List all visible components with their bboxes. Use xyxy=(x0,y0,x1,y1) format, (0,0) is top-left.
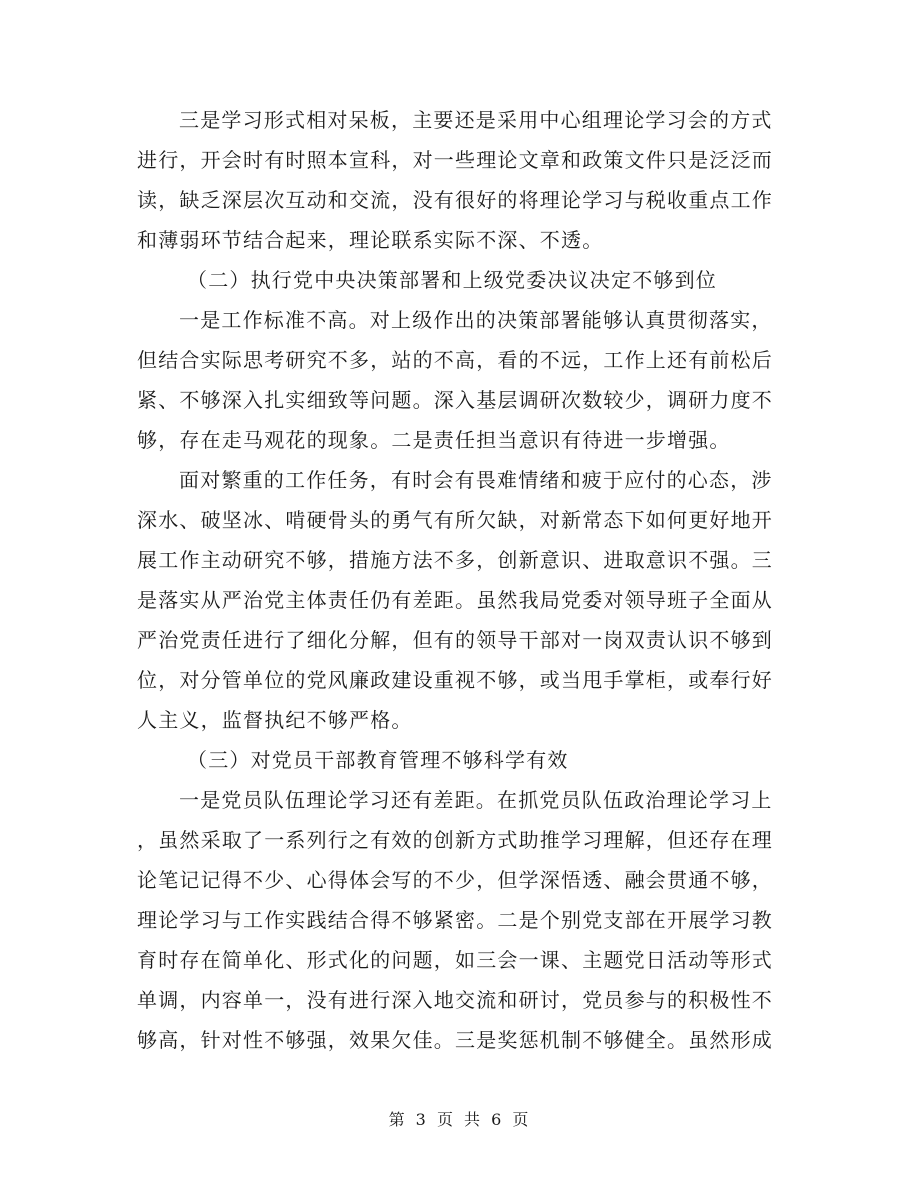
section-heading xyxy=(137,740,777,780)
text-line: 够高，针对性不够强，效果欠佳。三是奖惩机制不够健全。虽然形成 xyxy=(137,1028,773,1052)
text-line: 够，存在走马观花的现象。二是责任担当意识有待进一步增强。 xyxy=(137,428,731,452)
text-line: 面对繁重的工作任务，有时会有畏难情绪和疲于应付的心态，涉 xyxy=(179,468,773,492)
section-heading xyxy=(137,260,777,300)
text-line: 单调，内容单一，没有进行深入地交流和研讨，党员参与的积极性不 xyxy=(137,988,773,1012)
text-line: 论笔记记得不少、心得体会写的不少，但学深悟透、融会贯通不够， xyxy=(137,868,773,892)
body-paragraph xyxy=(137,300,777,460)
text-line: 一是工作标准不高。对上级作出的决策部署能够认真贯彻落实， xyxy=(179,308,773,332)
text-line: 展工作主动研究不够，措施方法不多，创新意识、进取意识不强。三 xyxy=(137,548,773,572)
text-line: 是落实从严治党主体责任仍有差距。虽然我局党委对领导班子全面从 xyxy=(137,588,773,612)
text-line: 理论学习与工作实践结合得不够紧密。二是个别党支部在开展学习教 xyxy=(137,908,773,932)
text-line: ，虽然采取了一系列行之有效的创新方式助推学习理解，但还存在理 xyxy=(137,828,773,852)
text-line: 位，对分管单位的党风廉政建设重视不够，或当甩手掌柜，或奉行好 xyxy=(137,668,773,692)
text-line: 人主义，监督执纪不够严格。 xyxy=(137,708,413,732)
text-line: 进行，开会时有时照本宣科，对一些理论文章和政策文件只是泛泛而 xyxy=(137,148,773,172)
text-line: （二）执行党中央决策部署和上级党委决议决定不够到位 xyxy=(187,268,717,292)
body-paragraph xyxy=(137,460,777,740)
text-line: 深水、破坚冰、啃硬骨头的勇气有所欠缺，对新常态下如何更好地开 xyxy=(137,508,773,532)
text-line: 严治党责任进行了细化分解，但有的领导干部对一岗双责认识不够到 xyxy=(137,628,773,652)
page-footer: 第 3 页 共 6 页 xyxy=(388,1110,532,1129)
text-line: 读，缺乏深层次互动和交流，没有很好的将理论学习与税收重点工作 xyxy=(137,188,773,212)
text-line: 但结合实际思考研究不多，站的不高，看的不远，工作上还有前松后 xyxy=(137,348,773,372)
text-line: 紧、不够深入扎实细致等问题。深入基层调研次数较少，调研力度不 xyxy=(137,388,773,412)
text-line: （三）对党员干部教育管理不够科学有效 xyxy=(187,748,569,772)
body-paragraph xyxy=(137,780,777,1060)
text-line: 一是党员队伍理论学习还有差距。在抓党员队伍政治理论学习上 xyxy=(179,788,773,812)
body-paragraph xyxy=(137,100,777,260)
text-line: 三是学习形式相对呆板，主要还是采用中心组理论学习会的方式 xyxy=(179,108,773,132)
text-line: 育时存在简单化、形式化的问题，如三会一课、主题党日活动等形式 xyxy=(137,948,773,972)
text-line: 和薄弱环节结合起来，理论联系实际不深、不透。 xyxy=(137,228,604,252)
document-body xyxy=(137,100,777,1060)
